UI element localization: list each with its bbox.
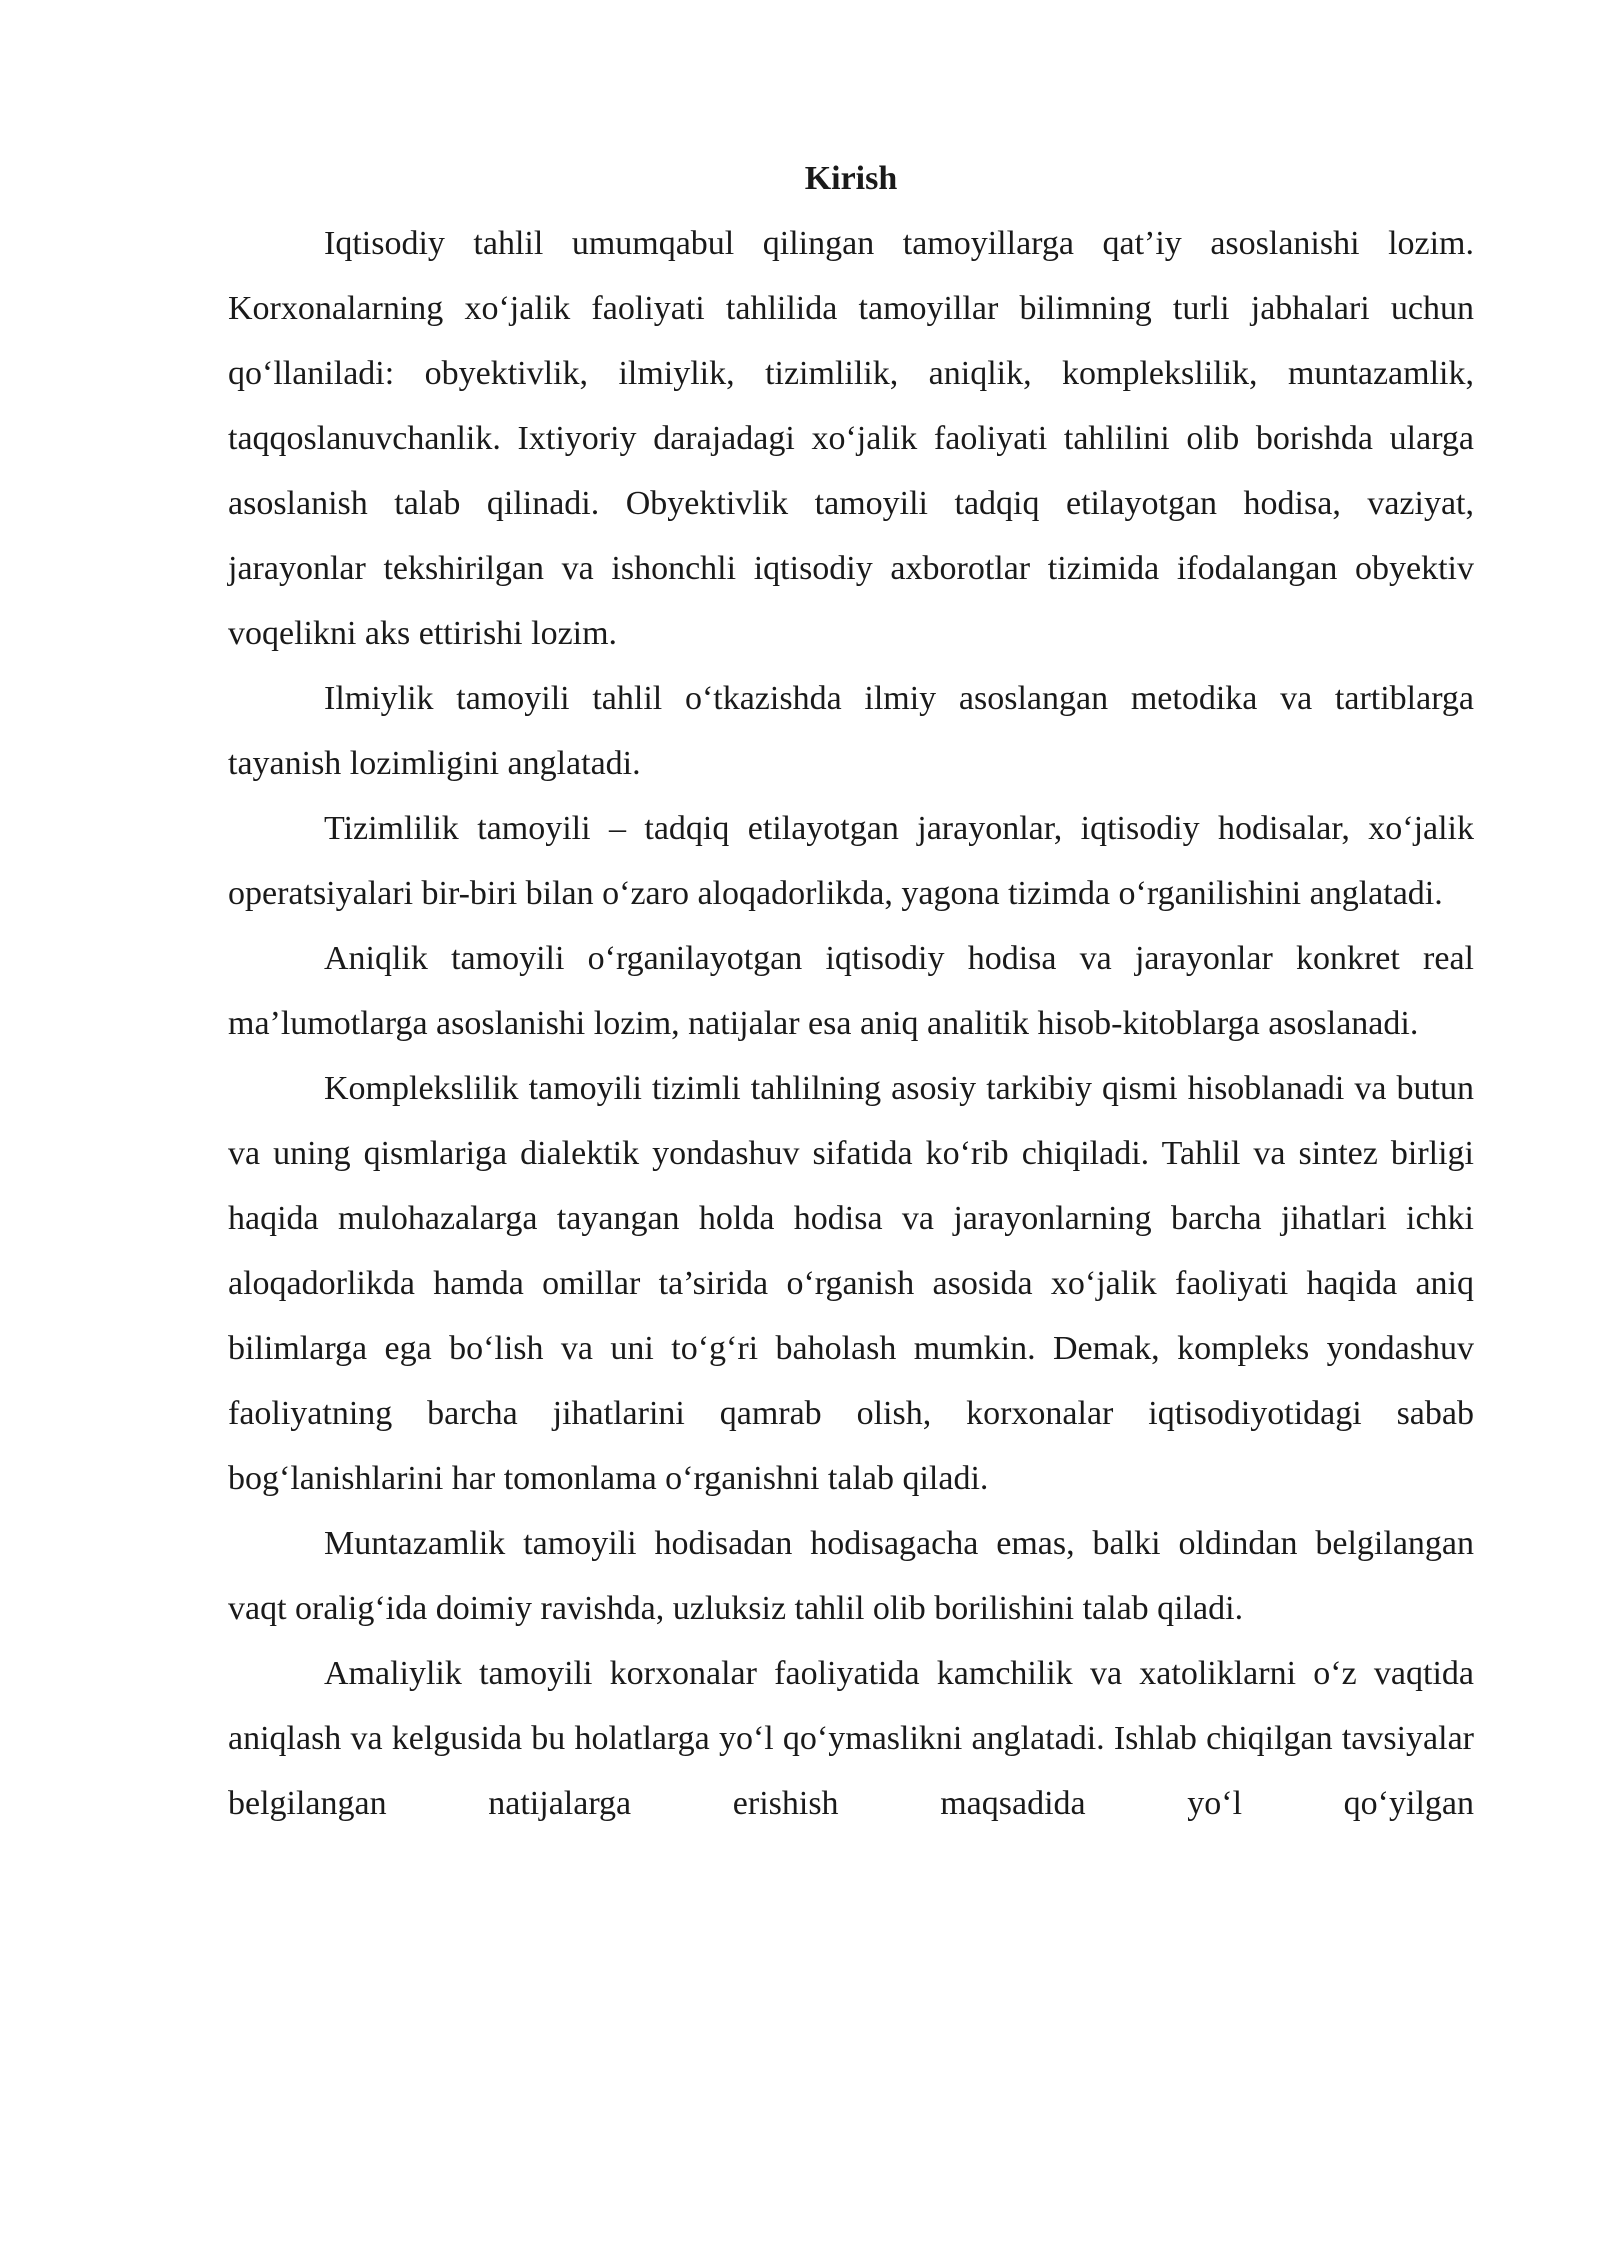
paragraph-complexity-principle: Komplekslilik tamoyili tizimli tahlilning asosiy tarkibiy qismi hisoblanadi va butun va uning qismlariga dialektik yondashuv sifatida ko‘rib chiqiladi. Tahlil va sintez birligi haqida mulohazalarga tayangan holda hodisa va jarayonlarning barcha jihatlari ichki aloqadorlikda hamda omillar ta’sirida o‘rganish asosida xo‘jalik faoliyati haqida aniq bilimlarga ega bo‘lish va uni to‘g‘ri baholash mumkin. Demak, kompleks yondashuv faoliyatning barcha jihatlarini qamrab olish, korxonalar iqtisodiyotidagi sabab bog‘lanishlarini har tomonlama o‘rganishni talab qiladi. (228, 1070, 1474, 1497)
paragraph-scientific-principle: Ilmiylik tamoyili tahlil o‘tkazishda ilmiy asoslangan metodika va tartiblarga tayanish lozimligini anglatadi. (228, 680, 1474, 782)
paragraph-regularity-principle: Muntazamlik tamoyili hodisadan hodisagacha emas, balki oldindan belgilangan vaqt oralig‘ida doimiy ravishda, uzluksiz tahlil olib borilishini talab qiladi. (228, 1525, 1474, 1627)
page-title: Kirish (804, 160, 898, 197)
paragraph-introduction: Iqtisodiy tahlil umumqabul qilingan tamoyillarga qat’iy asoslanishi lozim. Korxonalarning xo‘jalik faoliyati tahlilida tamoyillar bilimning turli jabhalari uchun qo‘llaniladi: obyektivlik, ilmiylik, tizimlilik, aniqlik, komplekslilik, muntazamlik, taqqoslanuvchanlik. Ixtiyoriy darajadagi xo‘jalik faoliyati tahlilini olib borishda ularga asoslanish talab qilinadi. Obyektivlik tamoyili tadqiq etilayotgan hodisa, vaziyat, jarayonlar tekshirilgan va ishonchli iqtisodiy axborotlar tizimida ifodalangan obyektiv voqelikni aks ettirishi lozim. (228, 225, 1474, 652)
document-page (228, 146, 1474, 1836)
paragraph-practicality-principle: Amaliylik tamoyili korxonalar faoliyatida kamchilik va xatoliklarni o‘z vaqtida aniqlash va kelgusida bu holatlarga yo‘l qo‘ymaslikni anglatadi. Ishlab chiqilgan tavsiyalar belgilangan natijalarga erishish maqsadida yo‘l qo‘yilgan (228, 1655, 1474, 1822)
paragraph-systematic-principle: Tizimlilik tamoyili – tadqiq etilayotgan jarayonlar, iqtisodiy hodisalar, xo‘jalik operatsiyalari bir-biri bilan o‘zaro aloqadorlikda, yagona tizimda o‘rganilishini anglatadi. (228, 810, 1474, 912)
paragraph-accuracy-principle: Aniqlik tamoyili o‘rganilayotgan iqtisodiy hodisa va jarayonlar konkret real ma’lumotlarga asoslanishi lozim, natijalar esa aniq analitik hisob-kitoblarga asoslanadi. (228, 940, 1474, 1042)
